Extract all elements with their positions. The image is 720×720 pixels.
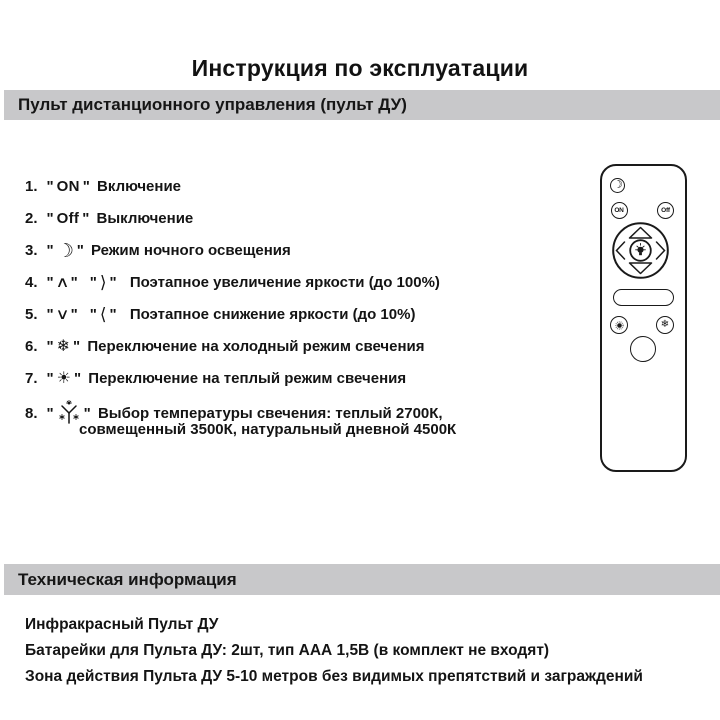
item-text: Поэтапное снижение яркости (до 10%) xyxy=(129,306,416,323)
section-header-tech xyxy=(4,564,720,595)
quote-mark: " xyxy=(46,306,54,323)
list-item-6 xyxy=(25,337,425,357)
quote-mark: " xyxy=(46,242,54,259)
page-title: Инструкция по эксплуатации xyxy=(191,55,529,82)
remote-control-illustration xyxy=(600,164,687,472)
list-item-2 xyxy=(25,209,193,229)
cold-mode-button xyxy=(656,316,674,334)
item-text: совмещенный 3500К, натуральный дневной 4500К xyxy=(79,421,457,438)
item-text: Режим ночного освещения xyxy=(90,242,291,259)
list-item-8 xyxy=(25,400,443,420)
round-button xyxy=(630,336,656,362)
tech-line-2: Батарейки для Пульта ДУ: 2шт, тип ААА 1,5В (в комплект не входят) xyxy=(25,642,550,659)
tech-line-3: Зона действия Пульта ДУ 5-10 метров без видимых препятствий и заграждений xyxy=(25,668,643,685)
chevron-down-icon: ∨ xyxy=(54,306,70,323)
sun-icon: ☀ xyxy=(56,370,71,387)
on-button-label: ON xyxy=(614,206,624,214)
sun-icon xyxy=(613,319,626,332)
color-temperature-icon xyxy=(58,400,80,425)
item-number: 5. xyxy=(25,306,38,323)
quote-mark: " xyxy=(109,274,117,291)
list-item-3 xyxy=(25,241,291,261)
quote-mark: " xyxy=(83,405,91,422)
off-label: Off xyxy=(56,210,80,227)
quote-mark: " xyxy=(46,210,54,227)
quote-mark: " xyxy=(82,178,90,195)
item-number: 4. xyxy=(25,274,38,291)
off-button-label: Off xyxy=(661,206,670,214)
quote-mark: " xyxy=(46,178,54,195)
quote-mark: " xyxy=(109,306,117,323)
list-item-5 xyxy=(25,305,415,325)
item-number: 6. xyxy=(25,338,38,355)
item-text: Выключение xyxy=(96,210,194,227)
section-header-remote xyxy=(4,90,720,120)
night-mode-button xyxy=(610,178,625,193)
tech-line-1: Инфракрасный Пульт ДУ xyxy=(25,616,219,633)
on-button xyxy=(611,202,628,219)
direction-pad xyxy=(612,222,669,279)
quote-mark: " xyxy=(46,338,54,355)
section-header-tech-label: Техническая информация xyxy=(18,569,237,589)
chevron-left-icon: ⟨ xyxy=(99,305,107,324)
snowflake-icon: ❄ xyxy=(660,319,670,330)
item-text: Выбор температуры свечения: теплый 2700К, xyxy=(97,405,443,422)
item-text: Включение xyxy=(97,178,182,195)
quote-mark: " xyxy=(82,210,90,227)
list-item-1 xyxy=(25,177,181,197)
item-text: Поэтапное увеличение яркости (до 100%) xyxy=(129,274,440,291)
quote-mark: " xyxy=(70,306,78,323)
quote-mark: " xyxy=(89,274,97,291)
quote-mark: " xyxy=(73,338,81,355)
pill-button xyxy=(613,289,674,306)
list-item-7 xyxy=(25,369,406,389)
item-number: 2. xyxy=(25,210,38,227)
moon-icon: ☾ xyxy=(56,241,74,262)
quote-mark: " xyxy=(46,405,54,422)
list-item-8-line2 xyxy=(79,420,456,440)
quote-mark: " xyxy=(46,274,54,291)
warm-mode-button xyxy=(610,316,628,334)
quote-mark: " xyxy=(76,242,84,259)
on-label: ON xyxy=(56,178,80,195)
quote-mark: " xyxy=(70,274,78,291)
item-text: Переключение на холодный режим свечения xyxy=(87,338,425,355)
chevron-up-icon: ∧ xyxy=(54,274,70,291)
moon-icon: ☾ xyxy=(612,179,623,191)
item-number: 8. xyxy=(25,405,38,422)
item-number: 1. xyxy=(25,178,38,195)
snowflake-icon: ❄ xyxy=(56,338,71,355)
quote-mark: " xyxy=(89,306,97,323)
item-number: 3. xyxy=(25,242,38,259)
section-header-remote-label: Пульт дистанционного управления (пульт ДУ) xyxy=(18,95,407,114)
off-button xyxy=(657,202,674,219)
list-item-4 xyxy=(25,273,440,293)
chevron-right-icon: ⟩ xyxy=(99,273,107,292)
quote-mark: " xyxy=(73,370,82,387)
quote-mark: " xyxy=(46,370,54,387)
item-number: 7. xyxy=(25,370,38,387)
item-text: Переключение на теплый режим свечения xyxy=(88,370,407,387)
